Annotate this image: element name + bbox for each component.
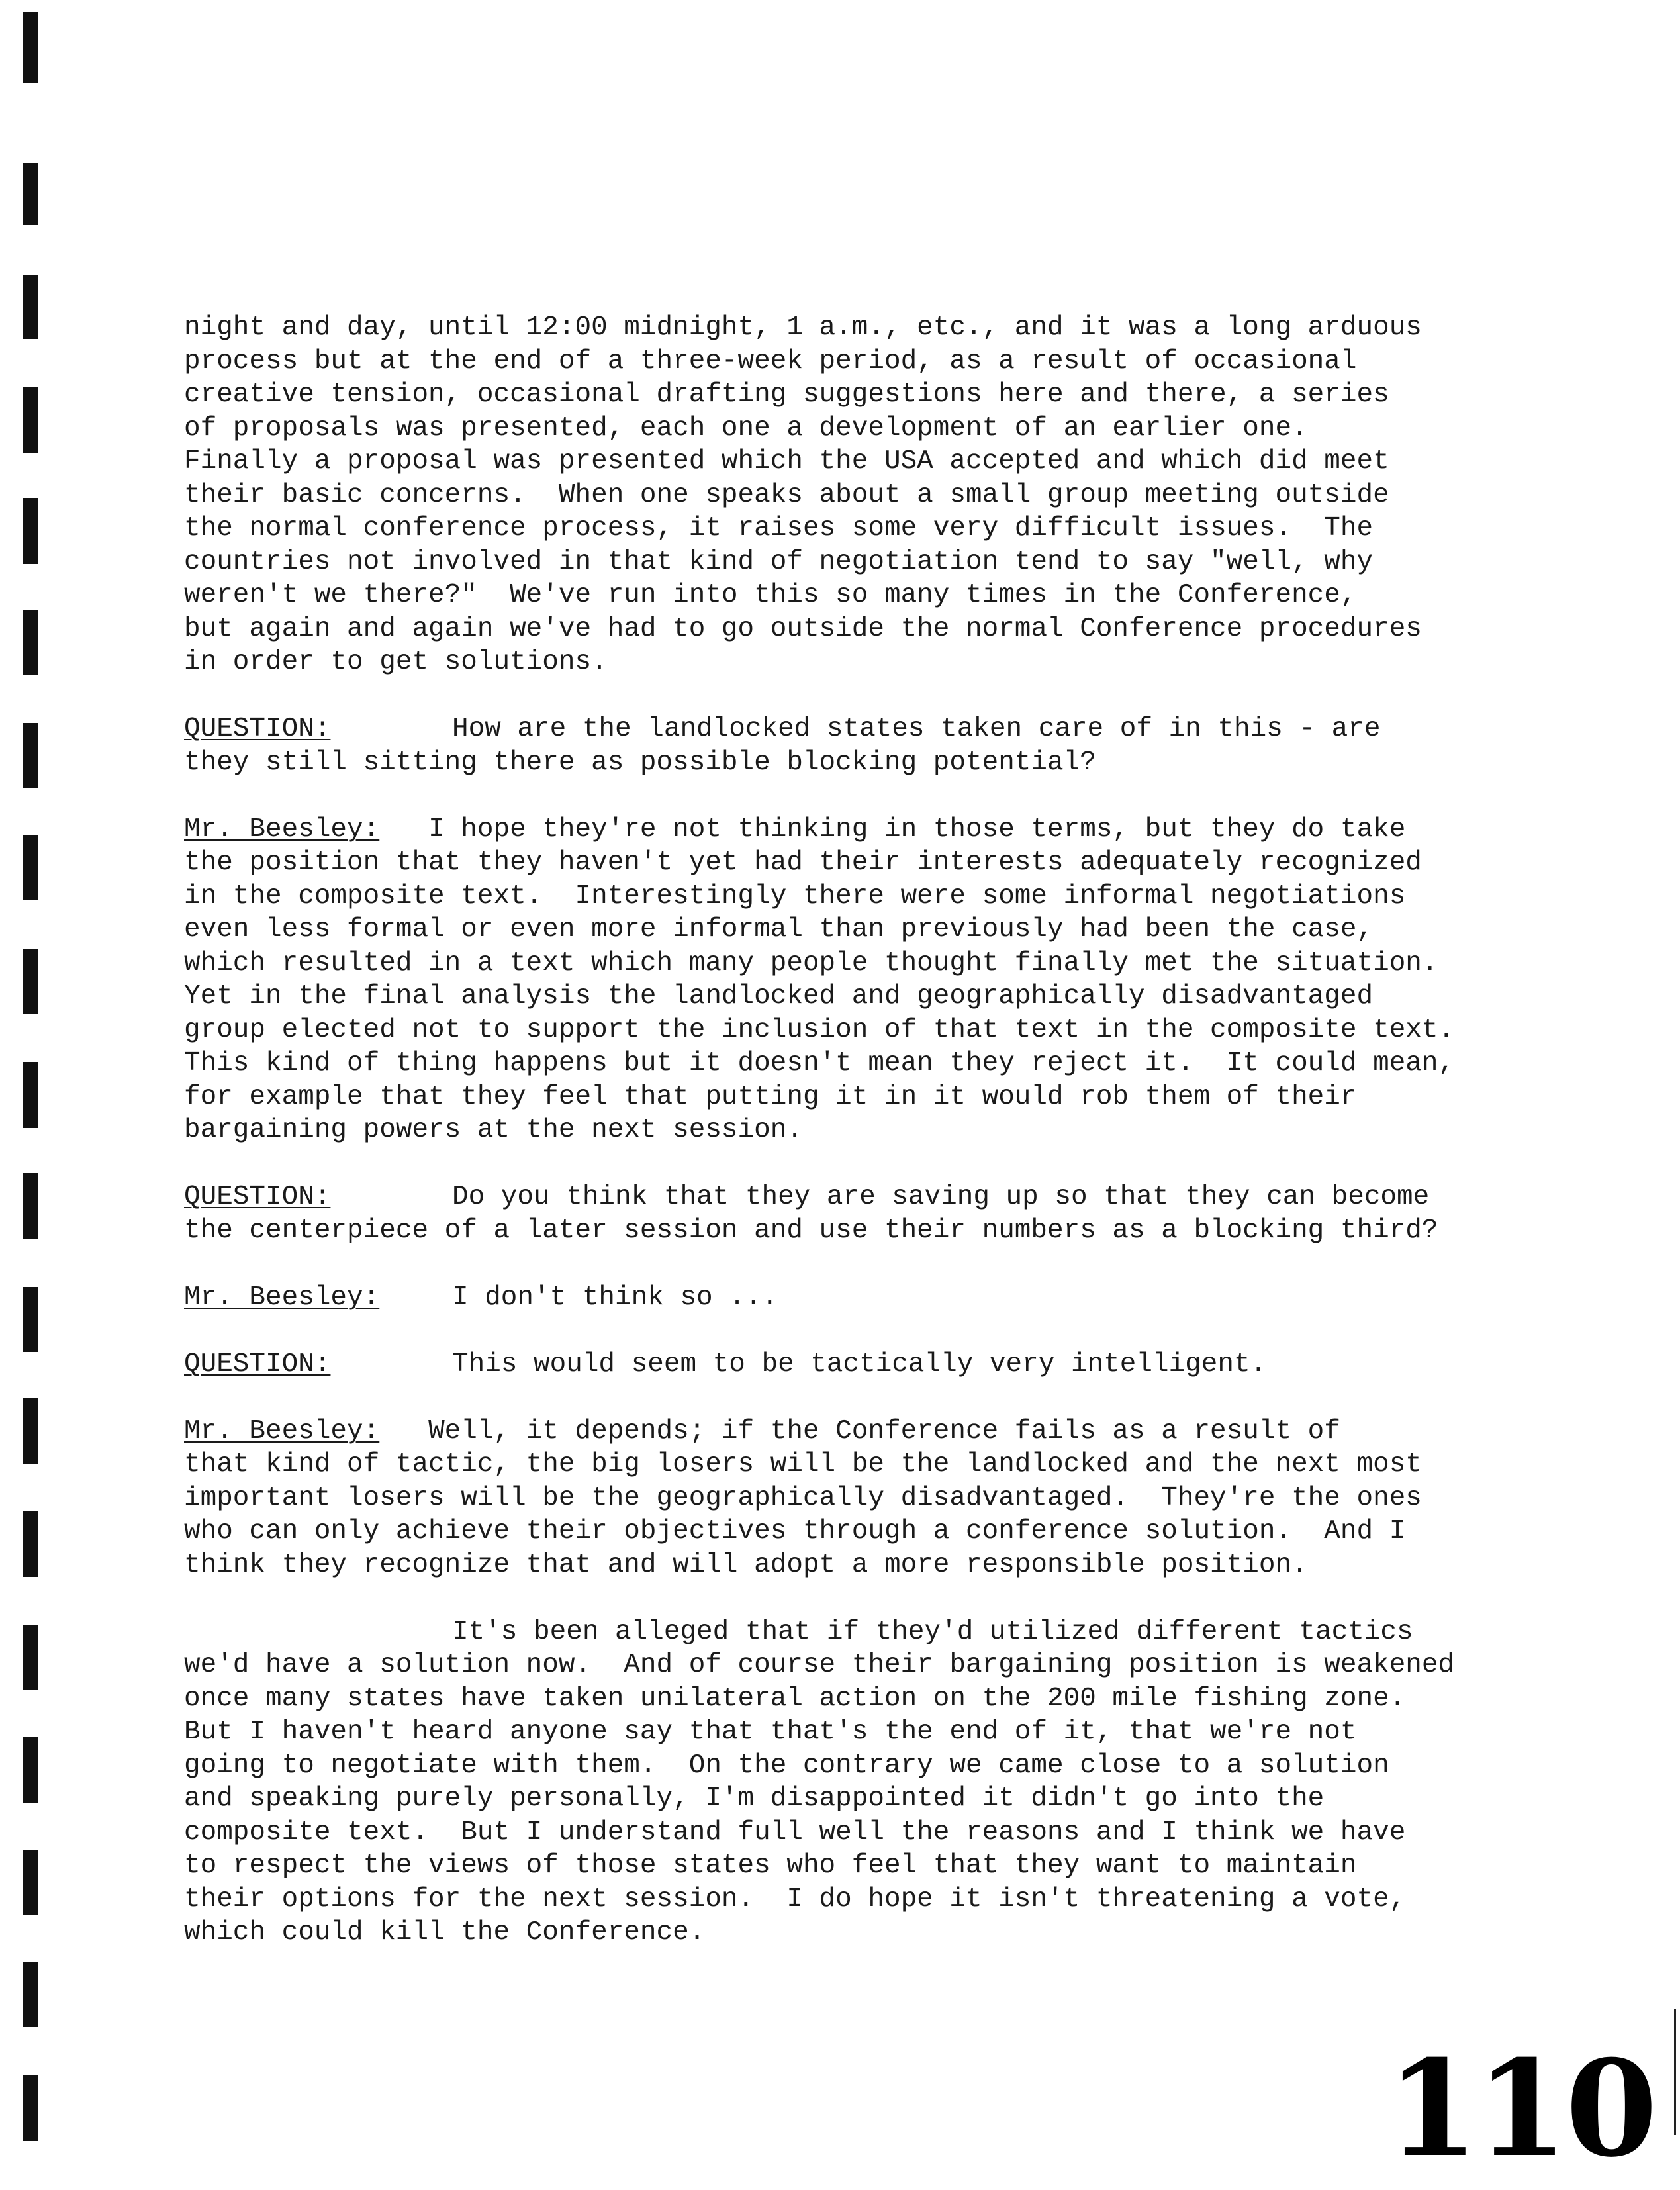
closing-continuation [184, 1648, 1508, 1950]
exchange-text: I don't think so ... [452, 1282, 778, 1313]
binding-hole [23, 1737, 38, 1803]
text-line: but again and again we've had to go outside the normal Conference procedures [184, 613, 1422, 644]
exchange-first-line [184, 1180, 1508, 1214]
opening-paragraph [184, 311, 1508, 679]
binding-hole [23, 1962, 38, 2027]
page-number: 110 [1386, 2031, 1655, 2187]
binding-hole [23, 387, 38, 453]
text-line: countries not involved in that kind of negotiation tend to say "well, why [184, 546, 1374, 577]
text-line: weren't we there?" We've run into this so many times in the Conference, [184, 580, 1357, 610]
binding-hole [23, 1287, 38, 1352]
speaker-label: Mr. Beesley: [184, 814, 380, 845]
binding-hole [23, 2075, 38, 2141]
exchange-question-landlocked [184, 712, 1508, 779]
exchange-text: This would seem to be tactically very intelligent. [452, 1349, 1267, 1380]
exchange-first-line [184, 712, 1508, 746]
speaker-label: Mr. Beesley: [184, 1415, 380, 1447]
exchange-question-centerpiece [184, 1180, 1508, 1247]
text-line: process but at the end of a three-week period, as a result of occasional [184, 346, 1357, 377]
text-line: composite text. But I understand full well the reasons and I think we have [184, 1817, 1406, 1848]
binding-hole [23, 1398, 38, 1464]
text-line: of proposals was presented, each one a development of an earlier one. [184, 412, 1308, 444]
speaker-label: QUESTION: [184, 714, 331, 744]
text-line: Finally a proposal was presented which the USA accepted and which did meet [184, 446, 1389, 477]
exchange-text: Do you think that they are saving up so that they can become [452, 1182, 1430, 1212]
binding-hole [23, 275, 38, 339]
closing-paragraph [184, 1615, 1508, 1950]
exchange-text: I hope they're not thinking in those terms, but they do take [428, 814, 1406, 845]
binding-hole [23, 498, 38, 564]
binding-hole [23, 1062, 38, 1128]
text-line: that kind of tactic, the big losers will be the landlocked and the next most [184, 1449, 1422, 1480]
exchange-question-tactics [184, 1348, 1508, 1382]
transcript-page [184, 311, 1508, 1950]
text-line: This kind of thing happens but it doesn't mean they reject it. It could mean, [184, 1048, 1455, 1078]
text-line: night and day, until 12:00 midnight, 1 a.m., etc., and it was a long arduous [184, 312, 1422, 343]
exchange-beesley-answer-1 [184, 813, 1508, 1147]
binding-hole [23, 723, 38, 788]
text-line: once many states have taken unilateral action on the 200 mile fishing zone. [184, 1683, 1406, 1714]
text-line: which could kill the Conference. [184, 1917, 706, 1948]
exchange-text: How are the landlocked states taken care of in this - are [452, 714, 1381, 744]
binding-hole [23, 835, 38, 900]
text-line: the centerpiece of a later session and use their numbers as a blocking third? [184, 1215, 1438, 1246]
text-line: the position that they haven't yet had their interests adequately recognized [184, 847, 1422, 878]
text-line: we'd have a solution now. And of course their bargaining position is weakened [184, 1650, 1455, 1680]
speaker-label: QUESTION: [184, 1182, 331, 1212]
speaker-gap [379, 814, 428, 845]
text-line: important losers will be the geographically disadvantaged. They're the ones [184, 1482, 1422, 1513]
text-line: the normal conference process, it raises some very difficult issues. The [184, 513, 1374, 544]
binding-hole [23, 12, 38, 83]
exchange-first-line [184, 1415, 1508, 1449]
binding-holes [0, 0, 79, 2190]
binding-hole [23, 163, 38, 225]
binding-hole [23, 949, 38, 1014]
text-line: creative tension, occasional drafting suggestions here and there, a series [184, 379, 1389, 410]
text-line: in the composite text. Interestingly there were some informal negotiations [184, 881, 1406, 912]
exchange-first-line [184, 1348, 1508, 1382]
binding-hole [23, 1850, 38, 1915]
exchange-continuation [184, 1214, 1508, 1248]
text-line: which resulted in a text which many people thought finally met the situation. [184, 947, 1438, 978]
text-line: going to negotiate with them. On the contrary we came close to a solution [184, 1750, 1389, 1781]
text-line: they still sitting there as possible blocking potential? [184, 747, 1096, 778]
binding-hole [23, 610, 38, 675]
text-line: bargaining powers at the next session. [184, 1115, 803, 1145]
text-line: their basic concerns. When one speaks about a small group meeting outside [184, 479, 1389, 510]
text-line: and speaking purely personally, I'm disappointed it didn't go into the [184, 1784, 1325, 1814]
binding-hole [23, 1625, 38, 1690]
text-line: But I haven't heard anyone say that that's the end of it, that we're not [184, 1717, 1357, 1747]
text-line: in order to get solutions. [184, 647, 608, 677]
exchange-continuation [184, 746, 1508, 780]
speaker-gap [379, 1416, 428, 1447]
page-edge-mark [1674, 2009, 1676, 2135]
text-line: group elected not to support the inclusion of that text in the composite text. [184, 1014, 1455, 1045]
exchange-beesley-answer-3 [184, 1415, 1508, 1582]
text-line: for example that they feel that putting it in it would rob them of their [184, 1081, 1357, 1112]
exchange-text: Well, it depends; if the Conference fails as a result of [428, 1415, 1340, 1447]
closing-first-line [184, 1615, 1508, 1649]
binding-hole [23, 1173, 38, 1239]
text-line: to respect the views of those states who feel that they want to maintain [184, 1850, 1357, 1881]
text-line: their options for the next session. I do hope it isn't threatening a vote, [184, 1883, 1406, 1915]
closing-text: It's been alleged that if they'd utilized different tactics [452, 1616, 1413, 1647]
binding-hole [23, 1511, 38, 1577]
text-line: who can only achieve their objectives through a conference solution. And I [184, 1516, 1406, 1547]
exchange-beesley-answer-2 [184, 1281, 1508, 1315]
exchange-continuation [184, 1448, 1508, 1582]
text-line: even less formal or even more informal than previously had been the case, [184, 914, 1374, 945]
speaker-label: QUESTION: [184, 1349, 331, 1380]
text-line: Yet in the final analysis the landlocked and geographically disadvantaged [184, 981, 1374, 1012]
exchange-continuation [184, 846, 1508, 1147]
exchange-first-line [184, 813, 1508, 847]
text-line: think they recognize that and will adopt a more responsible position. [184, 1549, 1308, 1580]
speaker-label: Mr. Beesley: [184, 1282, 380, 1313]
exchange-first-line [184, 1281, 1508, 1315]
